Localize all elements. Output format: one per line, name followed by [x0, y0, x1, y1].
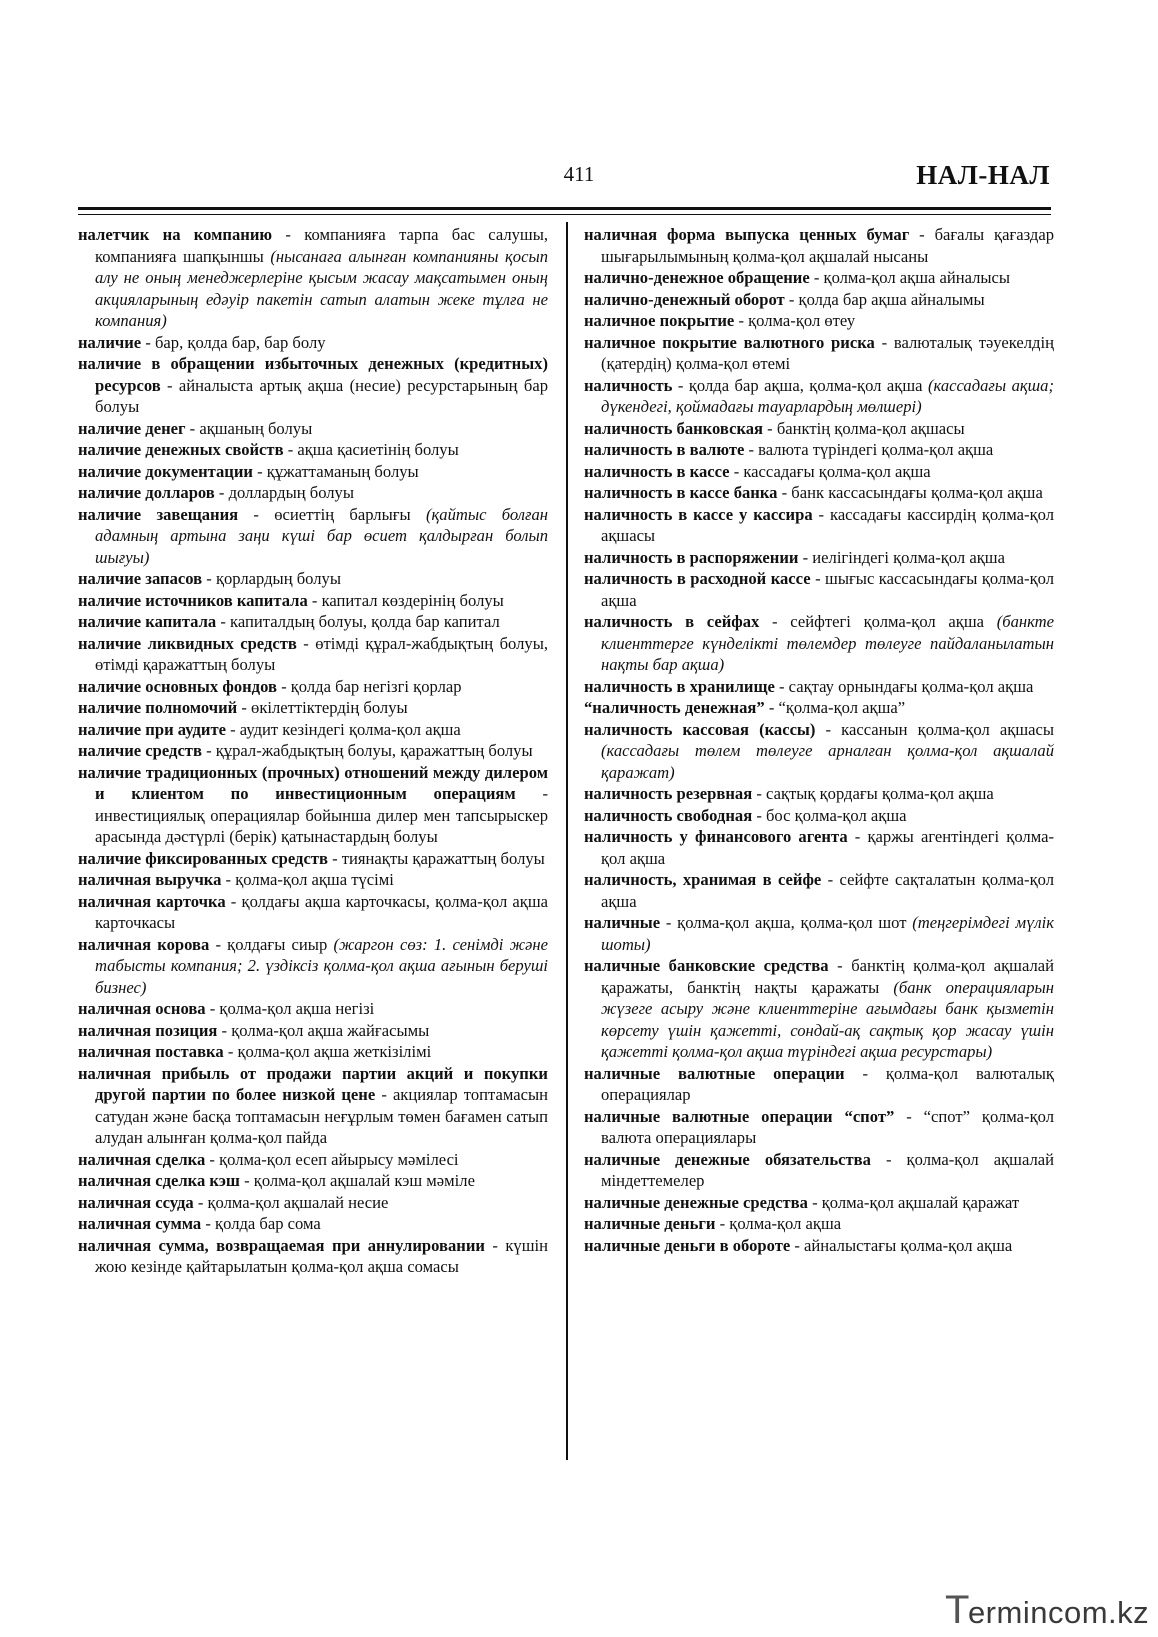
- dictionary-entry: [584, 568, 1054, 611]
- entry-term: наличные денежные обязательства: [584, 1149, 871, 1169]
- entry-definition: - қолма-қол өтеу: [734, 311, 856, 330]
- entry-term: наличные валютные операции “спот”: [584, 1106, 895, 1126]
- dictionary-entry: [78, 1213, 548, 1235]
- dictionary-entry: [584, 805, 1054, 827]
- entry-definition: - қолма-қол ақша жеткізілімі: [223, 1042, 432, 1061]
- dictionary-entry: [78, 504, 548, 569]
- entry-term: наличность в хранилище: [584, 676, 775, 696]
- entry-term: наличие ликвидных средств: [78, 633, 297, 653]
- entry-definition: - өтімді құрал-жабдықтың болуы, өтімді қаражаттың болуы: [95, 633, 548, 674]
- dictionary-entry: [584, 1106, 1054, 1149]
- entry-definition: - қаржы агентіндегі қолма-қол ақша: [601, 827, 1054, 868]
- entry-term: наличность: [584, 375, 673, 395]
- entry-definition: - қолма-қол ақшалай несие: [193, 1192, 389, 1212]
- entry-definition: - қолда бар негізгі қорлар: [276, 676, 462, 696]
- entry-note: (банк операцияларын жүзеге асыру және клиенттеріне ағымдағы банк қызметін көрсету үшін қажетті, сондай-ақ сақтық қор жасау үшін қажетті қолма-қол ақша түріндегі ақша ресурстары): [601, 977, 1054, 1061]
- entry-term: наличные деньги: [584, 1214, 716, 1233]
- entry-definition: - айналыста артық ақша (несие) ресурстарының бар болуы: [95, 375, 548, 416]
- entry-note: (нысанаға алынған компанияны қосып алу не оның менеджерлеріне қысым жасау мақсатымен оның акцияларының едәуір пакетін сатып алатын жеке тұлға не компания): [95, 246, 548, 330]
- entry-definition: - қолма-қол ақшалай міндеттемелер: [601, 1149, 1054, 1190]
- dictionary-entry: [78, 418, 548, 440]
- entry-term: наличность свободная: [584, 805, 753, 825]
- entry-definition: - ақша қасиетінің болуы: [283, 440, 459, 459]
- entry-definition: - бағалы қағаздар шығарылымының қолма-қол ақшалай нысаны: [601, 225, 1054, 266]
- entry-term: наличное покрытие: [584, 311, 735, 330]
- entry-term: наличные денежные средства: [584, 1192, 808, 1212]
- entry-term: наличность в расходной кассе: [584, 569, 811, 588]
- watermark-prefix: T: [945, 1588, 970, 1632]
- dictionary-entry: [584, 719, 1054, 784]
- entry-term: наличная корова: [78, 934, 210, 954]
- entry-term: наличная форма выпуска ценных бумаг: [584, 225, 910, 244]
- dictionary-entry: [78, 633, 548, 676]
- entry-definition: - қолма-қол ақшалай кэш мәміле: [239, 1171, 475, 1190]
- dictionary-entry: [584, 826, 1054, 869]
- dictionary-entry: [78, 568, 548, 590]
- dictionary-entry: [584, 289, 1054, 311]
- entry-term: наличная сумма: [78, 1214, 202, 1233]
- entry-note: (қайтыс болған адамның артына заңи күші бар өсиет қалдырған болып шығуы): [95, 504, 548, 567]
- entry-term: наличная основа: [78, 999, 206, 1018]
- entry-definition: - қолма-қол ақша негізі: [205, 999, 375, 1018]
- entry-definition: - доллардың болуы: [214, 483, 354, 502]
- entry-definition: - айналыстағы қолма-қол ақша: [790, 1235, 1013, 1255]
- dictionary-entry: [584, 611, 1054, 676]
- entry-definition: - капиталдың болуы, қолда бар капитал: [216, 612, 500, 631]
- dictionary-entry: [78, 1235, 548, 1278]
- watermark-middle: ermincom: [967, 1595, 1109, 1630]
- entry-term: наличная карточка: [78, 891, 226, 911]
- entry-note: (теңгерімдегі мүлік шоты): [601, 913, 1054, 954]
- entry-term: наличность кассовая (кассы): [584, 719, 816, 739]
- entry-term: наличие полномочий: [78, 698, 238, 717]
- entry-definition: - қолма-қол ақша жайғасымы: [217, 1020, 430, 1040]
- entry-definition: - валюталық тәуекелдің (қатердің) қолма-қол өтемі: [601, 332, 1054, 373]
- dictionary-entry: [584, 869, 1054, 912]
- entry-term: наличность банковская: [584, 418, 764, 438]
- entry-term: наличность в валюте: [584, 440, 745, 459]
- entry-definition: - ақшаның болуы: [185, 418, 313, 438]
- entry-definition: - қолдағы сиыр: [209, 934, 334, 954]
- dictionary-entry: [78, 998, 548, 1020]
- entry-term: наличие источников капитала: [78, 590, 308, 610]
- dictionary-entry: [584, 1192, 1054, 1214]
- dictionary-entry: [584, 375, 1054, 418]
- entry-term: наличная позиция: [78, 1020, 218, 1040]
- entry-term: налетчик на компанию: [78, 225, 273, 244]
- page-number: 411: [563, 162, 595, 186]
- entry-term: наличие средств: [78, 741, 202, 760]
- dictionary-entry: [584, 224, 1054, 267]
- entry-definition: - инвестициялық операциялар бойынша дилер мен тапсырыскер арасында дәстүрлі (берік) қатынастардың болуы: [95, 784, 548, 846]
- entry-definition: - қолда бар ақша айналымы: [784, 289, 985, 309]
- entry-term: наличные: [584, 913, 661, 932]
- entry-term: наличность резервная: [584, 784, 753, 803]
- entry-definition: - банктің қолма-қол ақшалай қаражаты, банктің нақты қаражаты: [601, 956, 1054, 997]
- entry-definition: - қолма-қол ақша, қолма-қол шот: [660, 913, 913, 932]
- entry-term: “наличность денежная”: [584, 698, 765, 717]
- entry-term: наличность в сейфах: [584, 612, 760, 631]
- entry-definition: - күшін жою кезінде қайтарылатын қолма-қол ақша сомасы: [95, 1235, 549, 1276]
- entry-term: наличие документации: [78, 461, 253, 481]
- entry-term: наличность, хранимая в сейфе: [584, 870, 822, 889]
- dictionary-entry: [584, 504, 1054, 547]
- dictionary-entry: [78, 934, 548, 999]
- entry-term: наличность в кассе банка: [584, 483, 778, 502]
- entry-definition: - иелігіндегі қолма-қол ақша: [798, 547, 1005, 567]
- entry-definition: - қолма-қол ақша түсімі: [221, 870, 394, 889]
- entry-definition: - қолма-қол валюталық операциялар: [601, 1063, 1054, 1104]
- dictionary-entry: [78, 1020, 548, 1042]
- entry-note: (банкте клиенттерге күнделікті төлемдер төлеуге пайдаланылатын нақты бар ақша): [601, 612, 1054, 674]
- entry-term: налично-денежный оборот: [584, 289, 785, 309]
- dictionary-entry: [78, 1041, 548, 1063]
- entry-term: наличная сумма, возвращаемая при аннулировании: [78, 1235, 485, 1255]
- left-column: [78, 224, 548, 1278]
- right-column: [584, 224, 1054, 1256]
- dictionary-entry: [78, 719, 548, 741]
- entry-term: наличность в кассе: [584, 461, 730, 481]
- entry-term: наличная прибыль от продажи партии акций и покупки другой партии по более низкой цене: [78, 1063, 548, 1104]
- dictionary-entry: [78, 697, 548, 719]
- entry-definition: - қолда бар сома: [201, 1214, 321, 1233]
- entry-note: (кассадағы ақша; дүкендегі, қоймадағы тауарлардың мөлшері): [601, 375, 1055, 416]
- dictionary-entry: [584, 310, 1054, 332]
- running-head: НАЛ-НАЛ: [916, 160, 1050, 190]
- entry-definition: - акциялар топтамасын сатудан және басқа топтамасын неғұрлым төмен бағамен сатып алудан алынған қолма-қол пайда: [95, 1085, 548, 1147]
- dictionary-entry: [78, 461, 548, 483]
- dictionary-entry: [584, 912, 1054, 955]
- entry-definition: - құрал-жабдықтың болуы, қаражаттың болуы: [201, 741, 533, 760]
- entry-term: наличие: [78, 332, 142, 352]
- entry-term: наличие запасов: [78, 569, 203, 588]
- entry-definition: - шығыс кассасындағы қолма-қол ақша: [601, 569, 1054, 610]
- dictionary-entry: [584, 1063, 1054, 1106]
- dictionary-entry: [584, 783, 1054, 805]
- dictionary-entry: [584, 482, 1054, 504]
- dictionary-entry: [584, 697, 1054, 719]
- dictionary-entry: [584, 461, 1054, 483]
- entry-definition: - қолдағы ақша карточкасы, қолма-қол ақша карточкасы: [95, 891, 548, 932]
- dictionary-entry: [584, 1213, 1054, 1235]
- entry-definition: - қорлардың болуы: [202, 569, 341, 588]
- entry-definition: - қолма-қол ақша айналысы: [809, 268, 1011, 287]
- entry-definition: - бос қолма-қол ақша: [752, 805, 907, 825]
- dictionary-entry: [78, 762, 548, 848]
- entry-term: наличие при аудите: [78, 719, 226, 739]
- entry-definition: - қолма-қол есеп айырысу мәмілесі: [205, 1149, 459, 1169]
- entry-term: наличие фиксированных средств: [78, 848, 328, 868]
- dictionary-entry: [78, 611, 548, 633]
- entry-definition: - “спот” қолма-қол валюта операциялары: [601, 1106, 1054, 1147]
- entry-term: наличие долларов: [78, 483, 215, 502]
- entry-definition: - банк кассасындағы қолма-қол ақша: [777, 483, 1043, 502]
- entry-term: наличие в обращении избыточных денежных (кредитных) ресурсов: [78, 354, 548, 395]
- dictionary-entry: [78, 1063, 548, 1149]
- entry-note: (кассадағы төлем төлеуге арналған қолма-қол ақшалай қаражат): [601, 741, 1054, 782]
- entry-term: наличие завещания: [78, 504, 239, 524]
- entry-term: наличные банковские средства: [584, 956, 829, 975]
- dictionary-entry: [78, 482, 548, 504]
- entry-definition: - аудит кезіндегі қолма-қол ақша: [225, 719, 461, 739]
- entry-definition: - қолма-қол ақшалай қаражат: [807, 1192, 1020, 1212]
- watermark-suffix: .kz: [1108, 1595, 1150, 1630]
- dictionary-entry: [78, 740, 548, 762]
- entry-definition: - өсиеттің барлығы: [238, 504, 426, 524]
- dictionary-entry: [78, 869, 548, 891]
- entry-definition: - кассадағы кассирдің қолма-қол ақшасы: [601, 504, 1054, 545]
- dictionary-entry: [78, 224, 548, 332]
- entry-definition: - қолда бар ақша, қолма-қол ақша: [672, 375, 928, 395]
- entry-definition: - құжаттаманың болуы: [252, 461, 419, 481]
- entry-definition: - банктің қолма-қол ақшасы: [763, 418, 965, 438]
- entry-term: наличность в распоряжении: [584, 547, 799, 567]
- dictionary-entry: [78, 1170, 548, 1192]
- entry-term: наличие основных фондов: [78, 676, 277, 696]
- dictionary-entry: [78, 1149, 548, 1171]
- dictionary-entry: [584, 332, 1054, 375]
- entry-term: наличие денежных свойств: [78, 440, 284, 459]
- entry-definition: - сақтау орнындағы қолма-қол ақша: [774, 676, 1034, 696]
- entry-term: наличие традиционных (прочных) отношений между дилером и клиентом по инвестиционным операциям: [78, 762, 548, 803]
- dictionary-entry: [584, 955, 1054, 1063]
- entry-term: наличное покрытие валютного риска: [584, 332, 875, 352]
- entry-definition: - “қолма-қол ақша”: [764, 698, 906, 717]
- dictionary-entry: [584, 418, 1054, 440]
- dictionary-entry: [78, 353, 548, 418]
- dictionary-entry: [78, 439, 548, 461]
- entry-definition: - капитал көздерінің болуы: [307, 590, 504, 610]
- entry-term: наличная поставка: [78, 1042, 224, 1061]
- entry-term: наличная сделка кэш: [78, 1171, 240, 1190]
- entry-definition: - кассадағы қолма-қол ақша: [729, 461, 931, 481]
- entry-definition: - валюта түріндегі қолма-қол ақша: [744, 440, 994, 459]
- dictionary-entry: [78, 891, 548, 934]
- entry-definition: - тиянақты қаражаттың болуы: [327, 848, 545, 868]
- dictionary-entry: [584, 547, 1054, 569]
- entry-definition: - кассанын қолма-қол ақшасы: [815, 719, 1054, 739]
- dictionary-entry: [584, 439, 1054, 461]
- entry-term: наличные деньги в обороте: [584, 1235, 791, 1255]
- entry-definition: - сақтық қордағы қолма-қол ақша: [752, 784, 994, 803]
- dictionary-entry: [584, 267, 1054, 289]
- entry-term: наличная сделка: [78, 1149, 206, 1169]
- entry-term: наличность у финансового агента: [584, 827, 848, 846]
- dictionary-entry: [78, 1192, 548, 1214]
- header-rule: [78, 207, 1051, 210]
- entry-definition: - компанияға тарпа бас салушы, компанияға шапқыншы: [95, 225, 548, 266]
- entry-definition: - өкілеттіктердің болуы: [237, 698, 408, 717]
- entry-note: (жаргон сөз: 1. сенімді және табысты компания; 2. үздіксіз қолма-қол ақша ағынын беруші бизнес): [95, 934, 549, 997]
- entry-definition: - қолма-қол ақша: [715, 1214, 842, 1233]
- dictionary-entry: [584, 1235, 1054, 1257]
- entry-term: наличная ссуда: [78, 1192, 194, 1212]
- dictionary-entry: [78, 332, 548, 354]
- column-divider: [566, 222, 568, 1460]
- watermark-logo: [945, 1588, 1149, 1633]
- entry-definition: - сейфте сақталатын қолма-қол ақша: [601, 870, 1054, 911]
- entry-term: налично-денежное обращение: [584, 268, 810, 287]
- dictionary-entry: [584, 1149, 1054, 1192]
- entry-term: наличность в кассе у кассира: [584, 504, 813, 524]
- dictionary-entry: [78, 676, 548, 698]
- entry-term: наличные валютные операции: [584, 1063, 845, 1083]
- header-rule-thin: [78, 214, 1051, 215]
- entry-term: наличие капитала: [78, 612, 217, 631]
- entry-definition: - сейфтегі қолма-қол ақша: [759, 612, 997, 631]
- entry-term: наличие денег: [78, 418, 186, 438]
- dictionary-entry: [78, 590, 548, 612]
- entry-definition: - бар, қолда бар, бар болу: [141, 332, 326, 352]
- dictionary-entry: [78, 848, 548, 870]
- dictionary-entry: [584, 676, 1054, 698]
- entry-term: наличная выручка: [78, 870, 222, 889]
